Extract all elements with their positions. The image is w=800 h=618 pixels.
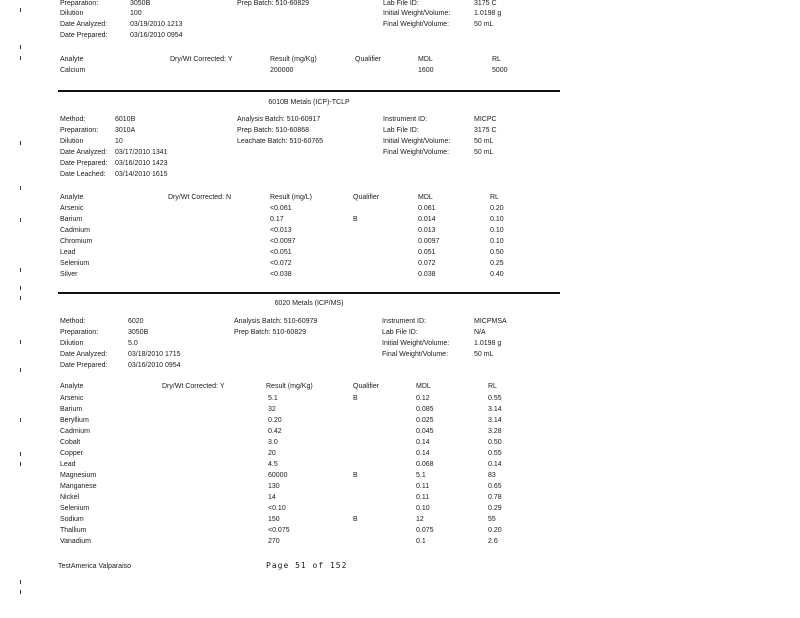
rl-value: 2.6: [488, 538, 498, 545]
result-value: 20: [268, 450, 276, 457]
analyte-name: Magnesium: [60, 472, 97, 479]
analyte-name: Chromium: [60, 238, 93, 245]
col-header-result: Result (mg/Kg): [270, 56, 317, 63]
analyte-name: Lead: [60, 461, 76, 468]
meta-value: 1.0198 g: [474, 340, 502, 347]
analyte-name: Copper: [60, 450, 83, 457]
rl-value: 0.55: [488, 450, 502, 457]
meta-value: MICPMSA: [474, 318, 507, 325]
rl-value: 0.55: [488, 395, 502, 402]
rl-value: 0.50: [488, 439, 502, 446]
result-value: 0.42: [268, 428, 282, 435]
meta-value: 3175 C: [474, 127, 497, 134]
col-header-mdl: MDL: [418, 194, 433, 201]
meta-label: Lab File ID:: [383, 0, 419, 7]
col-header-result: Result (mg/Kg): [266, 383, 313, 390]
meta-label: Dilution: [60, 340, 84, 347]
prep-batch: Prep Batch: 510-60829: [237, 0, 309, 7]
result-value: 0.20: [268, 417, 282, 424]
mdl-value: 0.013: [418, 227, 436, 234]
meta-label: Date Analyzed:: [60, 149, 108, 156]
col-header-qualifier: Qualifier: [355, 56, 382, 63]
qualifier-value: B: [353, 216, 358, 223]
mdl-value: 0.038: [418, 271, 436, 278]
analyte-name: Lead: [60, 249, 76, 256]
section-divider: [58, 292, 560, 294]
meta-label: Lab File ID:: [382, 329, 418, 336]
analyte-name: Barium: [60, 406, 83, 413]
result-value: 130: [268, 483, 280, 490]
col-header-rl: RL: [488, 383, 497, 390]
meta-value: 3050B: [130, 0, 151, 7]
mdl-value: 0.0097: [418, 238, 440, 245]
meta-label: Final Weight/Volume:: [382, 351, 449, 358]
result-value: 150: [268, 516, 280, 523]
result-value: 60000: [268, 472, 288, 479]
rl-value: 0.10: [490, 227, 504, 234]
col-header-mdl: MDL: [418, 56, 433, 63]
result-value: <0.051: [270, 249, 292, 256]
meta-value: 10: [115, 138, 123, 145]
meta-label: Dilution: [60, 10, 84, 17]
result-value: <0.072: [270, 260, 292, 267]
result-value: 270: [268, 538, 280, 545]
mdl-value: 0.085: [416, 406, 434, 413]
analyte-name: Selenium: [60, 260, 90, 267]
result-value: <0.10: [268, 505, 286, 512]
meta-label: Method:: [60, 116, 86, 123]
prep-batch: Prep Batch: 510-60868: [237, 127, 309, 134]
result-value: <0.061: [270, 205, 292, 212]
meta-label: Final Weight/Volume:: [383, 21, 450, 28]
footer-page-number: Page 51 of 152: [266, 561, 348, 570]
mdl-value: 0.11: [416, 494, 430, 501]
mdl-value: 0.10: [416, 505, 430, 512]
mdl-value: 0.12: [416, 395, 430, 402]
meta-value: 03/14/2010 1615: [115, 171, 168, 178]
mdl-value: 0.061: [418, 205, 436, 212]
qualifier-value: B: [353, 516, 358, 523]
meta-value: 03/19/2010 1213: [130, 21, 183, 28]
mdl-value: 12: [416, 516, 424, 523]
col-header-rl: RL: [492, 56, 501, 63]
meta-label: Preparation:: [60, 329, 99, 336]
meta-value: 3050B: [128, 329, 149, 336]
meta-value: 1.0198 g: [474, 10, 502, 17]
result-value: 3.0: [268, 439, 278, 446]
col-header-analyte: Analyte: [60, 194, 84, 201]
meta-label: Date Prepared:: [60, 32, 108, 39]
analyte-name: Nickel: [60, 494, 80, 501]
meta-label: Date Analyzed:: [60, 351, 108, 358]
meta-value: 03/18/2010 1715: [128, 351, 181, 358]
mdl-value: 0.045: [416, 428, 434, 435]
leachate-batch: Leachate Batch: 510-60765: [237, 138, 324, 145]
result-value: <0.075: [268, 527, 290, 534]
meta-value: 03/16/2010 1423: [115, 160, 168, 167]
analyte-name: Calcium: [60, 67, 86, 74]
mdl-value: 0.11: [416, 483, 430, 490]
result-value: 32: [268, 406, 276, 413]
rl-value: 0.29: [488, 505, 502, 512]
rl-value: 0.78: [488, 494, 502, 501]
meta-label: Dilution: [60, 138, 84, 145]
meta-label: Preparation:: [60, 0, 99, 7]
qualifier-value: B: [353, 395, 358, 402]
meta-value: 6010B: [115, 116, 136, 123]
analyte-name: Selenium: [60, 505, 90, 512]
meta-label: Date Prepared:: [60, 362, 108, 369]
analysis-batch: Analysis Batch: 510-60979: [234, 318, 318, 325]
section-title: 6020 Metals (ICP/MS): [274, 300, 344, 307]
result-value: <0.038: [270, 271, 292, 278]
analyte-name: Thallium: [60, 527, 87, 534]
analyte-name: Barium: [60, 216, 83, 223]
rl-value: 3.28: [488, 428, 502, 435]
mdl-value: 1600: [418, 67, 434, 74]
footer-company: TestAmerica Valparaiso: [58, 563, 132, 570]
meta-value: 50 mL: [474, 351, 494, 358]
mdl-value: 0.025: [416, 417, 434, 424]
meta-label: Date Leached:: [60, 171, 106, 178]
analyte-name: Arsenic: [60, 205, 84, 212]
analyte-name: Cadmium: [60, 428, 90, 435]
analyte-name: Sodium: [60, 516, 84, 523]
rl-value: 55: [488, 516, 496, 523]
col-header-dry-wt: Dry/Wt Corrected: N: [168, 194, 232, 201]
rl-value: 0.10: [490, 216, 504, 223]
meta-label: Final Weight/Volume:: [383, 149, 450, 156]
analyte-name: Silver: [60, 271, 78, 278]
result-value: <0.013: [270, 227, 292, 234]
mdl-value: 0.068: [416, 461, 434, 468]
meta-value: 6020: [128, 318, 144, 325]
mdl-value: 0.072: [418, 260, 436, 267]
meta-label: Instrument ID:: [383, 116, 427, 123]
meta-value: MICPC: [474, 116, 497, 123]
col-header-dry-wt: Dry/Wt Corrected: Y: [162, 383, 225, 390]
mdl-value: 0.075: [416, 527, 434, 534]
result-value: 200000: [270, 67, 294, 74]
col-header-result: Result (mg/L): [270, 194, 313, 201]
rl-value: 83: [488, 472, 496, 479]
result-value: <0.0097: [270, 238, 296, 245]
meta-label: Initial Weight/Volume:: [383, 10, 451, 17]
analyte-name: Cadmium: [60, 227, 90, 234]
col-header-analyte: Analyte: [60, 383, 84, 390]
rl-value: 0.50: [490, 249, 504, 256]
meta-value: 3175 C: [474, 0, 497, 7]
analyte-name: Manganese: [60, 483, 97, 490]
col-header-dry-wt: Dry/Wt Corrected: Y: [170, 56, 233, 63]
result-value: 14: [268, 494, 276, 501]
col-header-analyte: Analyte: [60, 56, 84, 63]
meta-value: 03/16/2010 0954: [130, 32, 183, 39]
analyte-name: Vanadium: [60, 538, 92, 545]
rl-value: 0.65: [488, 483, 502, 490]
rl-value: 0.25: [490, 260, 504, 267]
col-header-qualifier: Qualifier: [353, 194, 380, 201]
col-header-qualifier: Qualifier: [353, 383, 380, 390]
qualifier-value: B: [353, 472, 358, 479]
meta-label: Lab File ID:: [383, 127, 419, 134]
meta-label: Preparation:: [60, 127, 99, 134]
section-title: 6010B Metals (ICP)-TCLP: [268, 99, 350, 106]
analyte-name: Arsenic: [60, 395, 84, 402]
mdl-value: 0.1: [416, 538, 426, 545]
meta-value: 03/17/2010 1341: [115, 149, 168, 156]
mdl-value: 0.051: [418, 249, 436, 256]
meta-value: 5.0: [128, 340, 138, 347]
meta-value: 100: [130, 10, 142, 17]
meta-label: Date Prepared:: [60, 160, 108, 167]
rl-value: 3.14: [488, 406, 502, 413]
rl-value: 0.14: [488, 461, 502, 468]
result-value: 0.17: [270, 216, 284, 223]
rl-value: 0.20: [490, 205, 504, 212]
meta-value: 50 mL: [474, 21, 494, 28]
mdl-value: 5.1: [416, 472, 426, 479]
meta-value: 50 mL: [474, 149, 494, 156]
meta-label: Initial Weight/Volume:: [382, 340, 450, 347]
rl-value: 0.10: [490, 238, 504, 245]
mdl-value: 0.14: [416, 450, 430, 457]
col-header-mdl: MDL: [416, 383, 431, 390]
meta-label: Instrument ID:: [382, 318, 426, 325]
meta-value: 03/16/2010 0954: [128, 362, 181, 369]
meta-label: Initial Weight/Volume:: [383, 138, 451, 145]
meta-label: Date Analyzed:: [60, 21, 108, 28]
section-divider: [58, 90, 560, 92]
analyte-name: Cobalt: [60, 439, 81, 446]
prep-batch: Prep Batch: 510-60829: [234, 329, 306, 336]
rl-value: 0.20: [488, 527, 502, 534]
result-value: 5.1: [268, 395, 278, 402]
meta-value: 50 mL: [474, 138, 494, 145]
mdl-value: 0.014: [418, 216, 436, 223]
analyte-name: Beryllium: [60, 417, 89, 424]
result-value: 4.5: [268, 461, 278, 468]
meta-label: Method:: [60, 318, 86, 325]
rl-value: 5000: [492, 67, 508, 74]
col-header-rl: RL: [490, 194, 499, 201]
mdl-value: 0.14: [416, 439, 430, 446]
meta-value: N/A: [474, 329, 486, 336]
meta-value: 3010A: [115, 127, 136, 134]
rl-value: 3.14: [488, 417, 502, 424]
analysis-batch: Analysis Batch: 510-60917: [237, 116, 321, 123]
rl-value: 0.40: [490, 271, 504, 278]
